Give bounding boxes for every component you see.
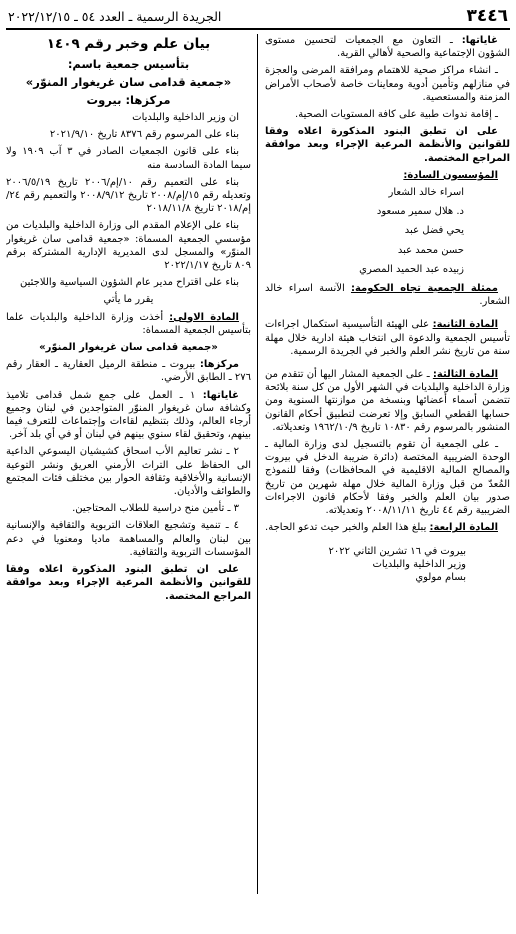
article-4 bbox=[265, 521, 510, 534]
article-1-label: المادة الاولى: bbox=[169, 311, 239, 323]
notice-heading: بيان علم وخبر رقم ١٤٠٩ bbox=[46, 36, 211, 52]
goal-1 bbox=[6, 389, 251, 442]
goals-label: غاياتها: bbox=[461, 35, 498, 46]
page-header bbox=[6, 6, 510, 30]
signature-place-date: بيروت في ١٦ تشرين الثاني ٢٠٢٢ bbox=[328, 545, 466, 557]
signature-title: وزير الداخلية والبلديات bbox=[372, 558, 466, 570]
column-divider bbox=[257, 34, 258, 894]
article-2-text: على الهيئة التأسيسية استكمال اجراءات تأسيس الجمعية والدعوة الى انتخاب هيئة ادارية خلال مهلة سنة من تاريخ نشر العلم والخبر في الجريدة الرسمية. bbox=[265, 319, 510, 357]
basis-5: بناء على اقتراح مدير عام الشؤون السياسية واللاجئين bbox=[20, 277, 239, 289]
intro-line: ان وزير الداخلية والبلديات bbox=[132, 112, 239, 123]
article-2-label: المادة الثانية: bbox=[432, 319, 499, 331]
article-3-text: ـ على الجمعية المشار اليها أن تتقدم من وزارة الداخلية والبلديات في الشهر الأول من كل سنة بلائحة تتضمن أسماء أعضائها وبنسخة من موازنتها السنوية ومن حسابها القطعي السابق وإلا تعرضت لتطبيق أحكام القانون المنشور بالمرسوم رقم ١٠٨٣٠ تاريخ ١٩٦٢/١٠/٩ وتعديلاته. bbox=[265, 369, 510, 433]
founder-name: اسراء خالد الشعار bbox=[388, 187, 464, 199]
headquarters-2 bbox=[6, 358, 251, 384]
condition-clause: على ان تطبق البنود المذكورة اعلاه وفقا للقوانين والأنظمة المرعية الإجراء وبعد موافقة المراجع المختصة. bbox=[265, 126, 510, 164]
condition-clause-2: على ان تطبق البنود المذكورة اعلاه وفقا للقوانين والأنظمة المرعية الإجراء وبعد موافقة المراجع المختصة. bbox=[6, 564, 251, 602]
basis-4: بناء على الإعلام المقدم الى وزارة الداخلية والبلديات من مؤسسي الجمعية المسماة: «جمعية قدامى سان غريغوار المنوّر» والمسجل لدى المديرية الإدارية المشتركة برقم ٨٠٩ تاريخ ٢٠٢٢/١/١٧ bbox=[6, 220, 251, 272]
goal-1-text: ١ ـ العمل على جمع شمل قدامى تلاميذ وكشافة سان غريغوار المنوّر المتواجدين في لبنان وجميع أرجاء العالم، وذلك بتنظيم لقاءات وإجتماعات للتعرف فيما بينهم، وتحقيق لقاء سنوي بينهم في لبنان أو في أي بلد آخر. bbox=[6, 389, 251, 441]
article-3-tax: ـ على الجمعية أن تقوم بالتسجيل لدى وزارة المالية ـ الوحدة الضريبية المختصة (دائرة ضريبة الدخل في بيروت والمصالح المالية الاقليمية في المحافظات) وفقا للنموذج المُعدّ من قبل وزارة المالية خلال مهلة شهرين من تاريخ صدور بيان العلم والخبر وفقا لأحكام قانون الاجراءات الضريبية رقم ٤٤ تاريخ ٢٠٠٨/١١/١١ وتعديلاته. bbox=[265, 439, 510, 517]
article-4-label: المادة الرابعة: bbox=[429, 522, 498, 534]
article-2 bbox=[265, 318, 510, 358]
basis-3: بناء على التعميم رقم ١٠/إم/٢٠٠٦ تاريخ ٢٠٠٦/٥/١٩ وتعديله رقم ١٥/إم/٢٠٠٨ تاريخ ٢٠٠٨/٩/١٢ والتعميم رقم ٢٤/إم/٢٠١٨ تاريخ ٢٠١٨/١١/٨ bbox=[6, 176, 251, 215]
article-3-label: المادة الثالثة: bbox=[432, 369, 499, 381]
founder-name: زبيده عبد الحميد المصري bbox=[359, 263, 464, 275]
goal-4: ٤ ـ تنمية وتشجيع العلاقات التربوية والثقافية والإنسانية بين لبنان والعالم والمساهمة ماديا ومعنويا في دعم المؤسسات التربوية والثقافية. bbox=[6, 520, 251, 558]
hq-label: مركزها: bbox=[125, 93, 171, 107]
founder-name: حسن محمد عبد bbox=[397, 244, 464, 256]
page-number: ٣٤٤٦ bbox=[466, 6, 508, 26]
goal-2: ٢ ـ نشر تعاليم الأب اسحاق كشيشيان اليسوعي الداعية الى الحفاظ على التراث الأرمني العريق ونشر التوعية الإنسانية والأخلاقية وثقافة الحوار بين مختلف فئات المجتمع والطوائف والأديان. bbox=[6, 446, 251, 498]
rep-label: ممثلة الجمعية تجاه الحكومة: bbox=[350, 283, 498, 295]
article-1 bbox=[6, 311, 251, 337]
article-1-text: أخذت وزارة الداخلية والبلديات علما بتأسيس الجمعية المسماة: bbox=[6, 311, 251, 336]
goals-label-2: غاياتها: bbox=[202, 389, 239, 401]
left-column bbox=[6, 34, 251, 930]
signature-name: بسام مولوي bbox=[415, 571, 466, 583]
article-3 bbox=[265, 368, 510, 434]
goal-a-text: ـ التعاون مع الجمعيات لتحسين مستوى الشؤون الإجتماعية والصحية لأهالي القرية. bbox=[265, 35, 510, 60]
goals-a bbox=[265, 34, 510, 60]
goal-3: ٣ ـ تأمين منح دراسية للطلاب المحتاجين. bbox=[72, 503, 239, 515]
hq-value: بيروت bbox=[86, 93, 122, 107]
right-column bbox=[265, 34, 510, 930]
headquarters bbox=[6, 93, 251, 108]
rep-text: الآنسة اسراء خالد الشعار. bbox=[265, 283, 510, 308]
goal-b: ـ انشاء مراكز صحية للاهتمام ومرافقة المرضى والعجزة في منازلهم وتأمين أدوية ومعاينات خاصة لأصحاب الأمراض المزمنة والمستعصية. bbox=[265, 65, 510, 103]
goal-c: ـ إقامة ندوات طبية على كافة المستويات الصحية. bbox=[295, 109, 498, 121]
government-representative bbox=[265, 282, 510, 308]
article-4-text: يبلغ هذا العلم والخبر حيث تدعو الحاجة. bbox=[265, 522, 427, 534]
association-name-2: «جمعية قدامى سان غريغوار المنوّر» bbox=[39, 342, 218, 354]
basis-2: بناء على قانون الجمعيات الصادر في ٣ آب ١٩٠٩ ولا سيما المادة السادسة منه bbox=[6, 146, 251, 171]
basis-1: بناء على المرسوم رقم ٨٣٧٦ تاريخ ٢٠٢١/٩/١٠ bbox=[49, 129, 239, 141]
founder-name: يحي فضل عبد bbox=[404, 225, 464, 237]
notice-subheading: بتأسيس جمعية باسم: bbox=[67, 57, 190, 71]
founder-name: د. هلال سمير مسعود bbox=[376, 206, 464, 218]
founders-label: المؤسسون السادة: bbox=[403, 169, 498, 181]
decides-line: يقرر ما يأتي bbox=[103, 294, 154, 306]
hq2-label: مركزها: bbox=[199, 359, 239, 371]
association-name: «جمعية قدامى سان غريغوار المنوّر» bbox=[25, 75, 232, 89]
publication-title: الجريدة الرسمية ـ العدد ٥٤ ـ ٢٠٢٢/١٢/١٥ bbox=[8, 9, 222, 24]
hq2-text: بيروت ـ منطقة الرميل العقارية ـ العقار رقم ٢٧٦ ـ الطابق الأرضي. bbox=[6, 359, 251, 384]
